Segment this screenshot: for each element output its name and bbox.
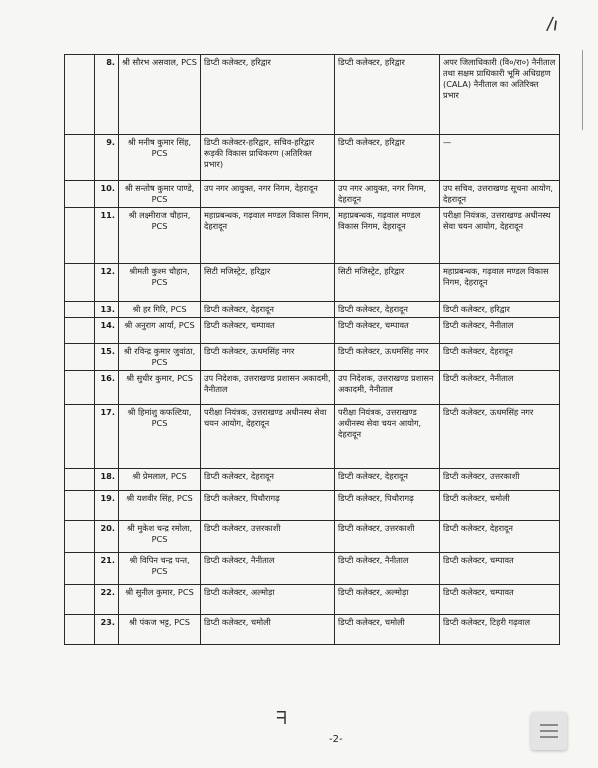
blank-cell (65, 469, 95, 491)
table-row (65, 318, 560, 344)
blank-cell (65, 264, 95, 302)
handwritten-initial: ᖷ (276, 708, 287, 729)
additional-charge-cell: डिप्टी कलेक्टर, चमोली (440, 491, 560, 521)
new-post-cell: सिटी मजिस्ट्रेट, हरिद्वार (335, 264, 440, 302)
officer-name-cell: श्री अनुराग आर्या, PCS (119, 318, 201, 344)
table-row (65, 55, 560, 135)
officer-name-cell: श्री प्रेमलाल, PCS (119, 469, 201, 491)
margin-line (582, 50, 583, 130)
new-post-cell: डिप्टी कलेक्टर, देहरादून (335, 469, 440, 491)
additional-charge-cell: डिप्टी कलेक्टर, नैनीताल (440, 318, 560, 344)
current-post-cell: उप नगर आयुक्त, नगर निगम, देहरादून (201, 181, 335, 208)
new-post-cell: उप निदेशक, उत्तराखण्ड प्रशासन अकादमी, नैनीताल (335, 371, 440, 405)
table-row (65, 135, 560, 181)
additional-charge-cell: महाप्रबन्धक, गढ़वाल मण्डल विकास निगम, देहरादून (440, 264, 560, 302)
table-row (65, 585, 560, 615)
new-post-cell: डिप्टी कलेक्टर, हरिद्वार (335, 55, 440, 135)
serial-number-cell: 14. (95, 318, 119, 344)
additional-charge-cell: उप सचिव, उत्तराखण्ड सूचना आयोग, देहरादून (440, 181, 560, 208)
blank-cell (65, 344, 95, 371)
officer-name-cell: श्री सुनील कुमार, PCS (119, 585, 201, 615)
page-number: -2- (329, 734, 343, 745)
new-post-cell: डिप्टी कलेक्टर, हरिद्वार (335, 135, 440, 181)
current-post-cell: डिप्टी कलेक्टर, चम्पावत (201, 318, 335, 344)
blank-cell (65, 135, 95, 181)
additional-charge-cell: डिप्टी कलेक्टर, हरिद्वार (440, 302, 560, 318)
table-body (65, 55, 560, 645)
officer-name-cell: श्री सन्तोष कुमार पाण्डे, PCS (119, 181, 201, 208)
additional-charge-cell: डिप्टी कलेक्टर, ऊधमसिंह नगर (440, 405, 560, 469)
officer-name-cell: श्री मुकेश चन्द्र रमोला, PCS (119, 521, 201, 553)
officer-name-cell: श्रीमती कुश्म चौहान, PCS (119, 264, 201, 302)
new-post-cell: डिप्टी कलेक्टर, चमोली (335, 615, 440, 645)
blank-cell (65, 491, 95, 521)
transfer-orders-table (64, 54, 560, 645)
new-post-cell: डिप्टी कलेक्टर, देहरादून (335, 302, 440, 318)
blank-cell (65, 302, 95, 318)
serial-number-cell: 12. (95, 264, 119, 302)
serial-number-cell: 19. (95, 491, 119, 521)
additional-charge-cell: डिप्टी कलेक्टर, चम्पावत (440, 585, 560, 615)
current-post-cell: डिप्टी कलेक्टर, पिथौरागढ़ (201, 491, 335, 521)
additional-charge-cell: डिप्टी कलेक्टर, उत्तरकाशी (440, 469, 560, 491)
current-post-cell: डिप्टी कलेक्टर, चमोली (201, 615, 335, 645)
serial-number-cell: 20. (95, 521, 119, 553)
new-post-cell: डिप्टी कलेक्टर, अल्मोड़ा (335, 585, 440, 615)
current-post-cell: डिप्टी कलेक्टर, नैनीताल (201, 553, 335, 585)
current-post-cell: महाप्रबन्धक, गढ़वाल मण्डल विकास निगम, देहरादून (201, 208, 335, 264)
additional-charge-cell: डिप्टी कलेक्टर, नैनीताल (440, 371, 560, 405)
serial-number-cell: 23. (95, 615, 119, 645)
serial-number-cell: 16. (95, 371, 119, 405)
serial-number-cell: 10. (95, 181, 119, 208)
officer-name-cell: श्री विपिन चन्द्र पन्त, PCS (119, 553, 201, 585)
additional-charge-cell: डिप्टी कलेक्टर, चम्पावत (440, 553, 560, 585)
blank-cell (65, 585, 95, 615)
current-post-cell: उप निदेशक, उत्तराखण्ड प्रशासन अकादमी, नैनीताल (201, 371, 335, 405)
serial-number-cell: 11. (95, 208, 119, 264)
additional-charge-cell: डिप्टी कलेक्टर, टिहरी गढ़वाल (440, 615, 560, 645)
additional-charge-cell: डिप्टी कलेक्टर, देहरादून (440, 521, 560, 553)
table-row (65, 615, 560, 645)
officer-name-cell: श्री मनीष कुमार सिंह, PCS (119, 135, 201, 181)
new-post-cell: डिप्टी कलेक्टर, चम्पावत (335, 318, 440, 344)
new-post-cell: डिप्टी कलेक्टर, पिथौरागढ़ (335, 491, 440, 521)
current-post-cell: डिप्टी कलेक्टर, देहरादून (201, 469, 335, 491)
blank-cell (65, 181, 95, 208)
serial-number-cell: 17. (95, 405, 119, 469)
new-post-cell: डिप्टी कलेक्टर, नैनीताल (335, 553, 440, 585)
new-post-cell: परीक्षा नियंत्रक, उत्तराखण्ड अधीनस्थ सेवा चयन आयोग, देहरादून (335, 405, 440, 469)
menu-icon[interactable] (531, 712, 567, 750)
table-row (65, 405, 560, 469)
officer-name-cell: श्री लक्ष्मीराज चौहान, PCS (119, 208, 201, 264)
serial-number-cell: 18. (95, 469, 119, 491)
officer-name-cell: श्री सौरभ असवाल, PCS (119, 55, 201, 135)
officer-name-cell: श्री यशवीर सिंह, PCS (119, 491, 201, 521)
new-post-cell: महाप्रबन्धक, गढ़वाल मण्डल विकास निगम, देहरादून (335, 208, 440, 264)
blank-cell (65, 405, 95, 469)
officer-name-cell: श्री सुधीर कुमार, PCS (119, 371, 201, 405)
additional-charge-cell: अपर जिलाधिकारी (वि०/रा०) नैनीताल तथा सक्षम प्राधिकारी भूमि अधिग्रहण (CALA) नैनीताल का अतिरिक्त प्रभार (440, 55, 560, 135)
current-post-cell: सिटी मजिस्ट्रेट, हरिद्वार (201, 264, 335, 302)
blank-cell (65, 55, 95, 135)
table-row (65, 208, 560, 264)
blank-cell (65, 208, 95, 264)
additional-charge-cell: परीक्षा नियंत्रक, उत्तराखण्ड अधीनस्थ सेवा चयन आयोग, देहरादून (440, 208, 560, 264)
blank-cell (65, 553, 95, 585)
table-row (65, 264, 560, 302)
officer-name-cell: श्री पंकज भट्ट, PCS (119, 615, 201, 645)
table-row (65, 521, 560, 553)
table-row (65, 553, 560, 585)
blank-cell (65, 371, 95, 405)
current-post-cell: डिप्टी कलेक्टर, ऊधमसिंह नगर (201, 344, 335, 371)
current-post-cell: डिप्टी कलेक्टर-हरिद्वार, सचिव-हरिद्वार रूड़की विकास प्राधिकरण (अतिरिक्त प्रभार) (201, 135, 335, 181)
serial-number-cell: 13. (95, 302, 119, 318)
table-row (65, 344, 560, 371)
current-post-cell: डिप्टी कलेक्टर, अल्मोड़ा (201, 585, 335, 615)
new-post-cell: डिप्टी कलेक्टर, ऊधमसिंह नगर (335, 344, 440, 371)
blank-cell (65, 615, 95, 645)
blank-cell (65, 318, 95, 344)
serial-number-cell: 8. (95, 55, 119, 135)
current-post-cell: डिप्टी कलेक्टर, हरिद्वार (201, 55, 335, 135)
current-post-cell: परीक्षा नियंत्रक, उत्तराखण्ड अधीनस्थ सेवा चयन आयोग, देहरादून (201, 405, 335, 469)
current-post-cell: डिप्टी कलेक्टर, उत्तरकाशी (201, 521, 335, 553)
officer-name-cell: श्री हिमांशु कफल्टिया, PCS (119, 405, 201, 469)
serial-number-cell: 9. (95, 135, 119, 181)
officer-name-cell: श्री रविन्द्र कुमार जुवांठा, PCS (119, 344, 201, 371)
current-post-cell: डिप्टी कलेक्टर, देहरादून (201, 302, 335, 318)
new-post-cell: उप नगर आयुक्त, नगर निगम, देहरादून (335, 181, 440, 208)
table-row (65, 371, 560, 405)
table-row (65, 302, 560, 318)
additional-charge-cell: डिप्टी कलेक्टर, देहरादून (440, 344, 560, 371)
new-post-cell: डिप्टी कलेक्टर, उत्तरकाशी (335, 521, 440, 553)
table-row (65, 181, 560, 208)
table-row (65, 469, 560, 491)
additional-charge-cell: — (440, 135, 560, 181)
margin-handwriting-mark: /ı (545, 13, 560, 36)
serial-number-cell: 21. (95, 553, 119, 585)
table-row (65, 491, 560, 521)
serial-number-cell: 15. (95, 344, 119, 371)
serial-number-cell: 22. (95, 585, 119, 615)
blank-cell (65, 521, 95, 553)
officer-name-cell: श्री हर गिरि, PCS (119, 302, 201, 318)
